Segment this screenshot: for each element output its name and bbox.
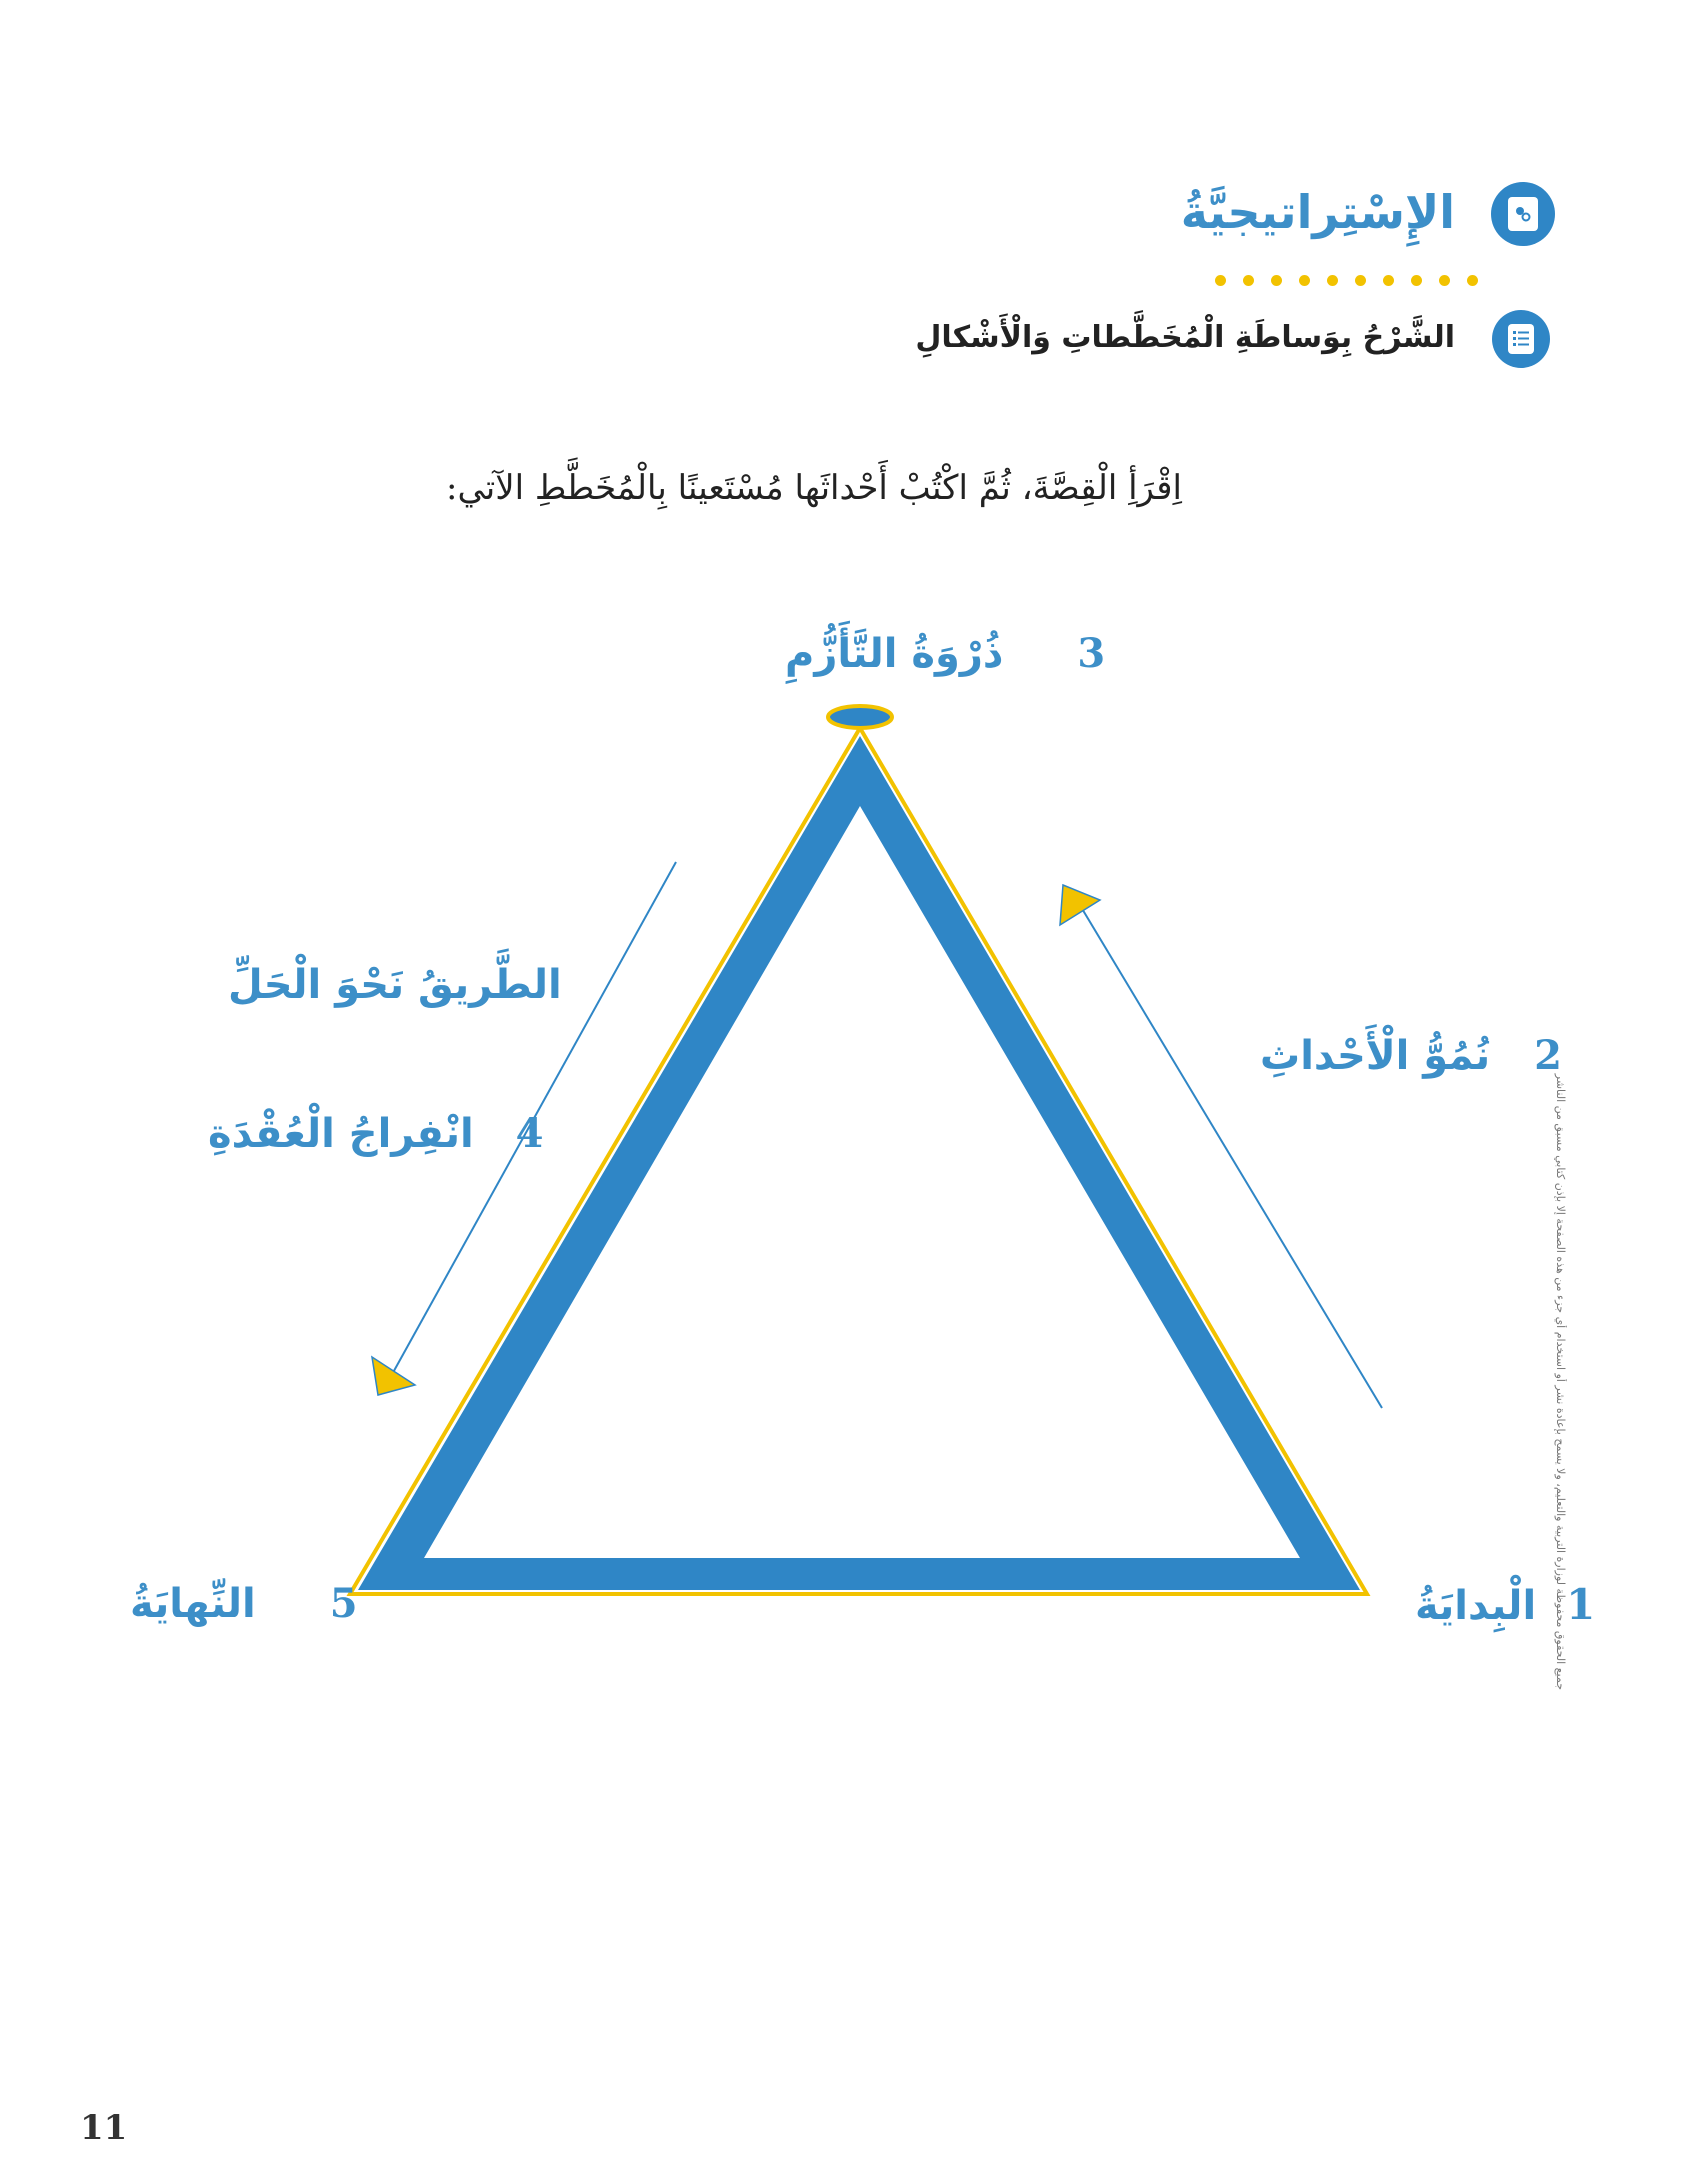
page-number: 11 [80,2108,128,2148]
method-label: الشَّرْحُ بِوَساطَةِ الْمُخَطَّطاتِ وَالْأَشْكالِ [915,320,1455,355]
instruction-text: اِقْرَأِ الْقِصَّةَ، ثُمَّ اكْتُبْ أَحْداثَها مُسْتَعينًا بِالْمُخَطَّطِ الآتي: [446,468,1182,508]
stage-2 [1260,1032,1562,1079]
stage-1-label: الْبِدايَةُ [1415,1583,1537,1629]
stage-5-number: 5 [329,1580,358,1627]
stage-5-label: النِّهايَةُ [130,1581,256,1627]
rising-arrow-line [1072,892,1382,1408]
strategy-title: الإِسْتِراتيجيَّةُ [1180,185,1455,239]
triangle-outline [350,728,1367,1594]
stage-4 [208,1110,543,1157]
stage-3 [785,630,1105,677]
stage-2-label: نُمُوُّ الْأَحْداثِ [1260,1033,1491,1079]
stage-1 [1415,1580,1595,1629]
peak-ellipse [828,706,892,728]
stage-3-label: ذُرْوَةُ التَّأَزُّمِ [785,631,1004,677]
stage-3-number: 3 [1077,630,1106,677]
stage-5 [130,1580,358,1627]
falling-arrow-head-icon [372,1357,415,1395]
rising-arrow-head-icon [1060,885,1100,925]
stage-4-label: انْفِراجُ الْعُقْدَةِ [208,1111,474,1157]
road-label: الطَّريقُ نَحْوَ الْحَلِّ [228,962,562,1008]
stage-4-number: 4 [515,1110,544,1157]
stage-2-number: 2 [1534,1032,1562,1079]
copyright-side-note: جميع الحقوق محفوظة لوزارة التربية والتعليم، ولا يسمح بإعادة نشر أو استخدام أي جزء من هذه الصفحة إلا بإذن كتابي مسبق من الناشر [1554,1073,1567,1690]
stage-1-number: 1 [1566,1580,1596,1629]
